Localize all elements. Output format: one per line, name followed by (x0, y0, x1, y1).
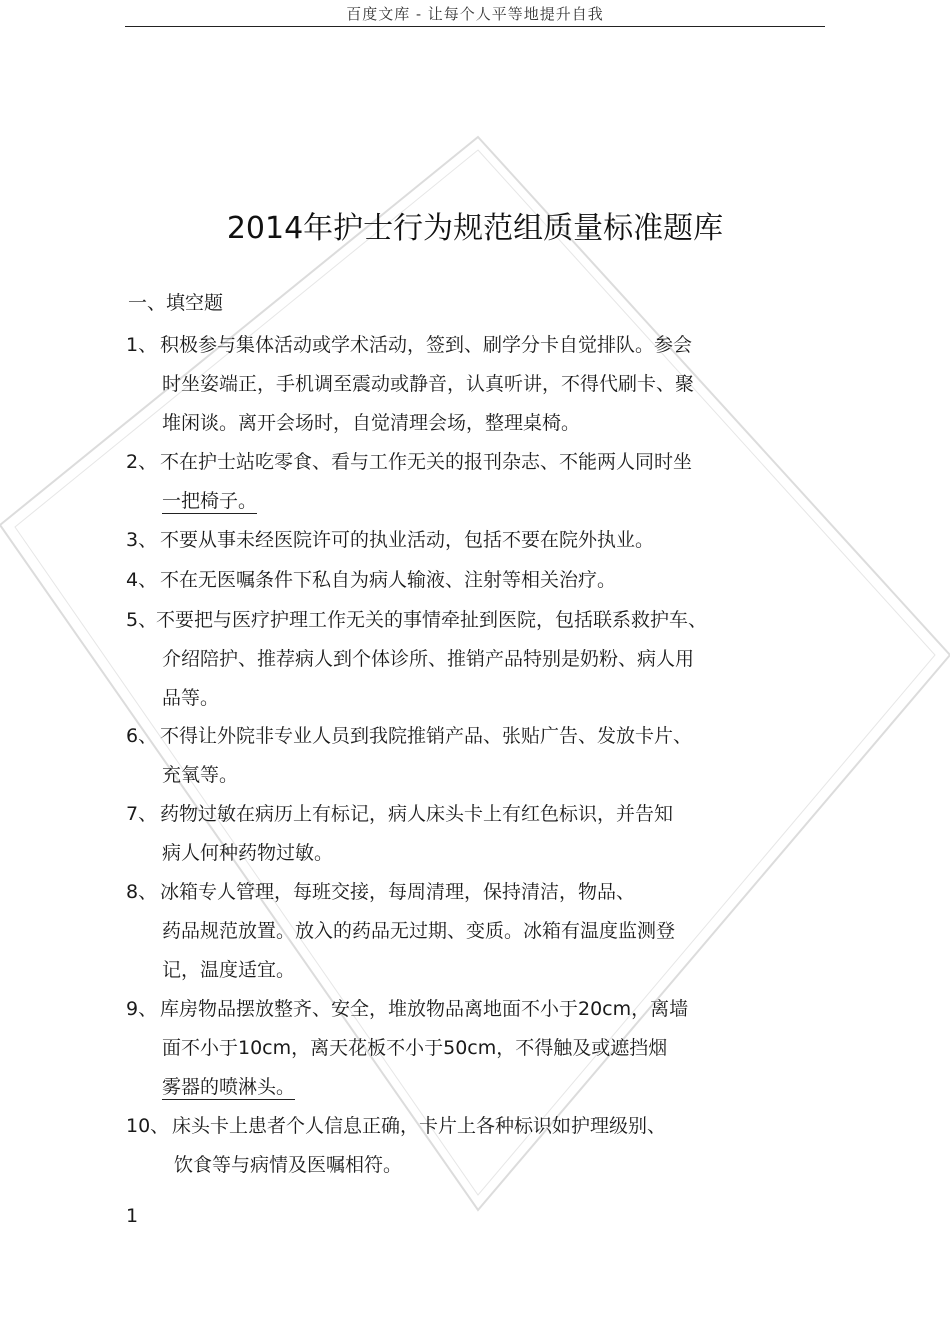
question-text: 面不小于10cm，离天花板不小于50cm，不得触及或遮挡烟 (162, 1037, 668, 1059)
page-number: 1 (126, 1205, 139, 1227)
question-text: 药物过敏在病历上有标记，病人床头卡上有红色标识，并告知 (160, 803, 674, 825)
question-number: 8、 (126, 881, 158, 903)
question-text: 不在护士站吃零食、看与工作无关的报刊杂志、不能两人同时坐 (160, 451, 693, 473)
question-text: 品等。 (162, 687, 220, 709)
question-text: 一把椅子。 (162, 490, 258, 512)
question-text: 病人何种药物过敏。 (162, 842, 334, 864)
question-text: 不得让外院非专业人员到我院推销产品、张贴广告、发放卡片、 (160, 725, 693, 747)
question-text: 堆闲谈。离开会场时，自觉清理会场，整理桌椅。 (162, 412, 581, 434)
question-number: 1、 (126, 334, 158, 356)
question-text: 时坐姿端正，手机调至震动或静音，认真听讲，不得代刷卡、聚 (162, 373, 695, 395)
question-text: 积极参与集体活动或学术活动，签到、刷学分卡自觉排队。参会 (160, 334, 693, 356)
question-text: 介绍陪护、推荐病人到个体诊所、推销产品特别是奶粉、病人用 (162, 648, 695, 670)
running-header: 百度文库 - 让每个人平等地提升自我 (346, 5, 604, 23)
question-number: 9、 (126, 998, 158, 1020)
question-number: 3、 (126, 529, 158, 551)
question-number: 4、 (126, 569, 158, 591)
question-text: 不要从事未经医院许可的执业活动，包括不要在院外执业。 (160, 529, 655, 551)
question-text: 饮食等与病情及医嘱相符。 (174, 1154, 403, 1176)
document-title: 2014年护士行为规范组质量标准题库 (226, 211, 724, 246)
question-number: 7、 (126, 803, 158, 825)
question-text: 雾器的喷淋头。 (162, 1076, 296, 1098)
question-number: 2、 (126, 451, 158, 473)
question-text: 床头卡上患者个人信息正确，卡片上各种标识如护理级别、 (172, 1115, 667, 1137)
section-heading: 一、填空题 (128, 292, 224, 314)
question-text: 不在无医嘱条件下私自为病人输液、注射等相关治疗。 (160, 569, 617, 591)
question-text: 不要把与医疗护理工作无关的事情牵扯到医院，包括联系救护车、 (156, 609, 708, 631)
question-number: 6、 (126, 725, 158, 747)
question-text: 冰箱专人管理，每班交接，每周清理，保持清洁，物品、 (160, 881, 636, 903)
question-text: 充氧等。 (162, 764, 239, 786)
question-text: 库房物品摆放整齐、安全，堆放物品离地面不小于20cm，离墙 (160, 998, 689, 1020)
question-text: 记，温度适宜。 (162, 959, 296, 981)
question-number: 5、 (126, 609, 158, 631)
question-text: 药品规范放置。放入的药品无过期、变质。冰箱有温度监测登 (162, 920, 676, 942)
header-rule (125, 26, 825, 27)
question-number: 10、 (126, 1115, 170, 1137)
